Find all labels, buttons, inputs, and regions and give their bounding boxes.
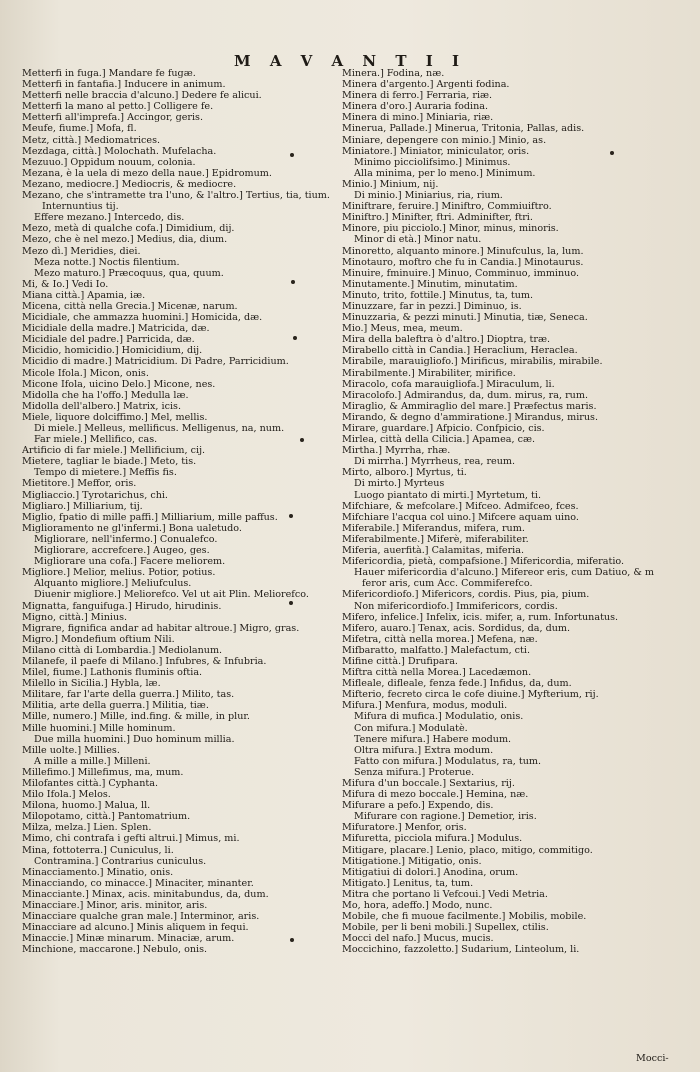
entry-line: Minacciare qualche gran male.] Interminor, aris. — [22, 911, 260, 923]
entry-line: Mifine città.] Drufipara. — [342, 655, 458, 667]
entry-line: Hauer mifericordia d'alcuno.] Mifereor eris, cum Datiuo, & m — [354, 567, 655, 579]
entry-line: Milello in Sicilia.] Hybla, læ. — [22, 678, 161, 690]
ink-speck — [290, 153, 294, 157]
entry-line: Migliorare una cofa.] Facere meliorem. — [34, 556, 226, 568]
entry-line: Mirabilmente.] Mirabiliter, mirifice. — [342, 367, 516, 379]
entry-line: Mifura di mufica.] Modulatio, onis. — [354, 711, 524, 723]
entry-line: Minacciamento.] Minatio, onis. — [22, 866, 174, 878]
entry-line: Con mifura.] Modulatè. — [354, 722, 468, 734]
entry-line: Miferabile.] Miferandus, mifera, rum. — [342, 522, 525, 534]
entry-line: Minoretto, alquanto minore.] Minufculus, la, lum. — [342, 245, 584, 257]
entry-line: Moccichino, fazzoletto.] Sudarium, Linteolum, li. — [342, 944, 580, 956]
entry-line: Minera d'oro.] Auraria fodina. — [342, 101, 489, 113]
entry-line: Mifuratore.] Menfor, oris. — [342, 822, 467, 834]
entry-line: Minuzzare, far in pezzi.] Diminuo, is. — [342, 300, 522, 312]
entry-line: Mira della baleftra ò d'altro.] Dioptra, træ. — [342, 334, 551, 346]
entry-line: Minerua, Pallade.] Minerua, Tritonia, Pallas, adis. — [342, 123, 585, 135]
entry-line: Mezo dì.] Meridies, diei. — [22, 245, 141, 257]
entry-line: Metterfi in fuga.] Mandare fe fugæ. — [22, 68, 196, 79]
entry-line: Non mifericordiofo.] Immifericors, cordis. — [354, 600, 558, 612]
entry-line: Mifericordia, pietà, compafsione.] Mifericordia, miferatio. — [342, 556, 625, 568]
entry-line: Artificio di far miele.] Mellificium, cij. — [22, 445, 206, 457]
entry-line: Di minio.] Miniarius, ria, rium. — [354, 190, 503, 202]
entry-line: Mocci del nafo.] Mucus, mucis. — [342, 933, 494, 945]
entry-line: Migliore.] Melior, melius. Potior, potius. — [22, 567, 216, 579]
entry-line: Militare, far l'arte della guerra.] Milito, tas. — [22, 689, 235, 701]
entry-line: Minera di mino.] Miniaria, riæ. — [342, 112, 494, 124]
entry-line: Mezo, metà di qualche cofa.] Dimidium, dij. — [22, 223, 235, 235]
entry-line: Micidio, homicidio.] Homicidium, dij. — [22, 345, 203, 357]
entry-line: Mio.] Meus, mea, meum. — [342, 323, 463, 335]
entry-line: Diuenir migliore.] Meliorefco. Vel ut ait Plin. Meliorefco. — [34, 589, 309, 601]
entry-line: Micena, città nella Grecia.] Micenæ, narum. — [22, 300, 238, 312]
entry-line: Mille uolte.] Millies. — [22, 744, 120, 756]
entry-line: Micidio di madre.] Matricidium. Di Padre, Parricidium. — [22, 356, 289, 368]
entry-line: Milo Ifola.] Melos. — [22, 789, 111, 801]
entry-line: Mifleale, difleale, fenza fede.] Infidus, da, dum. — [342, 678, 572, 690]
ink-speck — [290, 938, 294, 942]
running-header: M A V A N T I I — [234, 52, 466, 70]
entry-line: Mimo, chi contrafa i gefti altrui.] Mimus, mi. — [22, 833, 240, 845]
entry-line: Tempo di mietere.] Meffis fis. — [34, 467, 177, 479]
entry-line: Miglio, fpatio di mille paffi.] Milliarium, mille paffus. — [22, 511, 278, 523]
entry-line: Metterfi la mano al petto.] Colligere fe. — [22, 101, 214, 113]
entry-line: Migliaccio.] Tyrotarichus, chi. — [22, 489, 168, 501]
entry-line: Millefimo.] Millefimus, ma, mum. — [22, 766, 184, 778]
entry-line: Mietere, tagliar le biade.] Meto, tis. — [22, 456, 197, 468]
entry-line: Minuzzaria, & pezzi minuti.] Minutia, tiæ, Seneca. — [342, 312, 588, 324]
entry-line: Mezuuo.] Oppidum nouum, colonia. — [22, 156, 196, 168]
entry-line: Mirto, alboro.] Myrtus, ti. — [342, 467, 467, 479]
entry-line: Fatto con mifura.] Modulatus, ra, tum. — [354, 755, 542, 767]
entry-line: Mirare, guardare.] Afpicio. Confpicio, cis. — [342, 423, 545, 434]
entry-line: Mitigatione.] Mitigatio, onis. — [342, 855, 482, 867]
right-column — [342, 68, 680, 956]
entry-line: Micole Ifola.] Micon, onis. — [22, 367, 149, 379]
catchword: Mocci- — [636, 1053, 669, 1064]
entry-line: Meza notte.] Noctis filentium. — [34, 256, 180, 268]
entry-line: Miana città.] Apamia, iæ. — [22, 289, 146, 301]
entry-line: Miglioramento ne gl'infermi.] Bona ualetudo. — [22, 522, 242, 534]
ink-speck — [300, 438, 304, 442]
entry-line: Micidiale della madre.] Matricida, dæ. — [22, 323, 210, 335]
entry-line: Minio.] Minium, nij. — [342, 178, 439, 190]
entry-line: Mirabello città in Candia.] Heraclium, Heraclea. — [342, 345, 578, 357]
entry-line: Senza mifura.] Proterue. — [354, 766, 475, 778]
entry-line: Di mirrha.] Myrrheus, rea, reum. — [354, 456, 516, 468]
entry-line: Miniftrare, feruire.] Miniftro, Commiuiftro. — [342, 201, 552, 213]
entry-line: Micone Ifola, uicino Delo.] Micone, nes. — [22, 378, 216, 390]
entry-line: Miftra città nella Morea.] Lacedæmon. — [342, 667, 532, 679]
entry-line: Micidiale del padre.] Parricida, dæ. — [22, 334, 195, 346]
entry-line: Mifero, auaro.] Tenax, acis. Sordidus, da, dum. — [342, 622, 571, 634]
entry-line: Mignatta, fanguifuga.] Hirudo, hirudinis. — [22, 600, 222, 612]
entry-line: Due milla huomini.] Duo hominum millia. — [34, 733, 235, 745]
entry-line: Mille, numero.] Mille, ind.fing. & mille, in plur. — [22, 711, 250, 723]
entry-line: Milanefe, il paefe di Milano.] Infubres, & Infubria. — [22, 655, 267, 667]
entry-line: Miracolo, cofa marauigliofa.] Miraculum, li. — [342, 378, 555, 390]
ink-speck — [610, 151, 614, 155]
entry-line: Mezano, che s'intramette tra l'uno, & l'altro.] Tertius, tia, tium. — [22, 190, 330, 202]
entry-line: Migliaro.] Milliarium, tij. — [22, 500, 143, 512]
entry-line: Minera di ferro.] Ferraria, riæ. — [342, 90, 493, 102]
entry-line: Mirabile, marauigliofo.] Mirificus, mirabilis, mirabile. — [342, 356, 603, 368]
ink-speck — [289, 514, 293, 518]
entry-line: Mifura di mezo boccale.] Hemina, næ. — [342, 789, 529, 801]
entry-line: Miniftro.] Minifter, ftri. Adminifter, ftri. — [342, 212, 533, 224]
entry-line: Miracolofo.] Admirandus, da, dum. mirus, ra, rum. — [342, 389, 588, 401]
ink-speck — [289, 601, 293, 605]
entry-line: Metterfi in fantafia.] Inducere in animum. — [22, 79, 226, 91]
entry-line: Minuto, trito, fottile.] Minutus, ta, tum. — [342, 289, 534, 301]
entry-line: Mitigatiui di dolori.] Anodina, orum. — [342, 866, 519, 878]
entry-line: Milopotamo, città.] Pantomatrium. — [22, 811, 191, 823]
entry-line: Migliorare, nell'infermo.] Conualefco. — [34, 533, 218, 545]
entry-line: Minacciante.] Minax, acis. minitabundus, da, dum. — [22, 888, 269, 900]
entry-line: Di miele.] Melleus, mellificus. Melligenus, na, num. — [34, 423, 285, 434]
entry-line: Mezdaga, città.] Molochath. Mufelacha. — [22, 145, 217, 157]
entry-line: Milano città di Lombardia.] Mediolanum. — [22, 644, 223, 656]
entry-line: Migliorare, accrefcere.] Augeo, ges. — [34, 545, 210, 557]
entry-line: Far miele.] Mellifico, cas. — [34, 434, 158, 446]
entry-line: Micidiale, che ammazza huomini.] Homicida, dæ. — [22, 312, 263, 324]
entry-line: Alla minima, per lo meno.] Minimum. — [354, 167, 536, 179]
entry-line: Minacciare.] Minor, aris. minitor, aris. — [22, 900, 208, 912]
entry-line: Mobile, che fi muoue facilmente.] Mobilis, mobile. — [342, 911, 587, 923]
entry-line: Mirlea, città della Cilicia.] Apamea, cæ. — [342, 434, 536, 446]
entry-line: Mifchiare l'acqua col uino.] Mifcere aquam uino. — [342, 511, 579, 523]
entry-line: Miele, liquore dolciffimo.] Mel, mellis. — [22, 411, 208, 423]
entry-line: feror aris, cum Acc. Commiferefco. — [362, 578, 533, 590]
entry-line: Mifurare a pefo.] Expendo, dis. — [342, 800, 494, 812]
entry-line: Luogo piantato di mirti.] Myrtetum, ti. — [354, 489, 541, 501]
entry-line: Minaccie.] Minæ minarum. Minaciæ, arum. — [22, 933, 235, 945]
entry-line: Migno, città.] Minius. — [22, 611, 128, 623]
entry-line: Mina, fottoterra.] Cuniculus, li. — [22, 844, 174, 856]
entry-line: Miferabilmente.] Miferè, miferabiliter. — [342, 533, 529, 545]
entry-line: Mietitore.] Meffor, oris. — [22, 478, 137, 490]
entry-line: Minuire, fminuire.] Minuo, Comminuo, imminuo. — [342, 267, 580, 279]
entry-line: Migrare, fignifica andar ad habitar altroue.] Migro, gras. — [22, 622, 300, 634]
entry-line: Minera d'argento.] Argenti fodina. — [342, 79, 510, 91]
entry-line: Effere mezano.] Intercedo, dis. — [34, 212, 185, 224]
entry-line: Metterfi nelle braccia d'alcuno.] Dedere fe alicui. — [22, 90, 262, 102]
entry-line: Mifterio, fecreto circa le cofe diuine.] Myfterium, rij. — [342, 689, 599, 701]
entry-line: Contramina.] Contrarius cuniculus. — [34, 855, 207, 867]
entry-line: Miniare, depengere con minio.] Minio, as. — [342, 134, 547, 146]
entry-line: Mifbaratto, malfatto.] Malefactum, cti. — [342, 644, 531, 656]
entry-line: Midolla che ha l'offo.] Medulla læ. — [22, 389, 189, 401]
entry-line: Milel, fiume.] Lathonis fluminis oftia. — [22, 667, 203, 679]
entry-line: Minera.] Fodina, næ. — [342, 68, 445, 79]
entry-line: Midolla dell'albero.] Matrix, icis. — [22, 400, 181, 412]
ink-speck — [293, 336, 297, 340]
entry-line: Mifchiare, & mefcolare.] Mifceo. Admifceo, fces. — [342, 500, 579, 512]
entry-line: Miniatore.] Miniator, miniculator, oris. — [342, 145, 530, 157]
entry-line: Mobile, per li beni mobili.] Supellex, ctilis. — [342, 922, 549, 934]
entry-line: Metz, città.] Mediomatrices. — [22, 134, 161, 146]
entry-line: Milza, melza.] Lien. Splen. — [22, 822, 152, 834]
entry-line: A mille a mille.] Milleni. — [34, 755, 151, 767]
entry-line: Mirando, & degno d'ammiratione.] Mirandus, mirus. — [342, 411, 599, 423]
entry-line: Mifura d'un boccale.] Sextarius, rij. — [342, 778, 515, 789]
entry-line: Mezo maturo.] Præcoquus, qua, quum. — [34, 267, 224, 279]
entry-line: Mifericordiofo.] Mifericors, cordis. Pius, pia, pium. — [342, 589, 590, 601]
entry-line: Mifurare con ragione.] Demetior, iris. — [354, 811, 537, 823]
entry-line: Minacciando, co minacce.] Minaciter, minanter. — [22, 877, 254, 889]
entry-line: Minchione, maccarone.] Nebulo, onis. — [22, 944, 208, 956]
entry-line: Minore, piu picciolo.] Minor, minus, minoris. — [342, 223, 559, 235]
entry-line: Mitigato.] Lenitus, ta, tum. — [342, 877, 474, 889]
entry-line: Milofantes città.] Cyphanta. — [22, 778, 159, 789]
entry-line: Militia, arte della guerra.] Militia, tiæ. — [22, 700, 209, 712]
entry-line: Metterfi all'imprefa.] Accingor, geris. — [22, 112, 204, 124]
entry-line: Mifero, infelice.] Infelix, icis. mifer, a, rum. Infortunatus. — [342, 611, 619, 623]
entry-line: Mifetra, città nella morea.] Mefena, næ. — [342, 633, 538, 645]
entry-line: Mezo, che è nel mezo.] Medius, dia, dium. — [22, 234, 228, 246]
entry-line: Miferia, auerfità.] Calamitas, miferia. — [342, 545, 525, 557]
entry-line: Internuntius tij. — [42, 201, 119, 213]
entry-line: Meufe, fiume.] Mofa, fl. — [22, 123, 137, 135]
entry-line: Minutamente.] Minutim, minutatim. — [342, 278, 518, 290]
entry-line: Mo, hora, adeffo.] Modo, nunc. — [342, 900, 493, 912]
entry-line: Mezano, mediocre.] Mediocris, & mediocre. — [22, 178, 237, 190]
entry-line: Mezana, è la uela di mezo della naue.] Epidromum. — [22, 167, 272, 179]
entry-line: Mille huomini.] Mille hominum. — [22, 722, 176, 734]
entry-line: Oltra mifura.] Extra modum. — [354, 744, 494, 756]
entry-line: Minacciare ad alcuno.] Minis aliquem in fequi. — [22, 922, 249, 934]
entry-line: Minor di età.] Minor natu. — [354, 234, 482, 246]
left-column — [22, 68, 340, 956]
entry-line: Minimo picciolifsimo.] Minimus. — [354, 156, 511, 168]
entry-line: Di mirto.] Myrteus — [354, 478, 445, 490]
entry-line: Mitra che portano li Vefcoui.] Vedi Metria. — [342, 888, 548, 900]
entry-line: Migro.] Mondefium oftium Nili. — [22, 633, 175, 645]
ink-speck — [291, 280, 295, 284]
entry-line: Mirtha.] Myrrha, rhæ. — [342, 445, 451, 457]
entry-line: Miraglio, & Ammiraglio del mare.] Præfectus maris. — [342, 400, 597, 412]
entry-line: Mifura.] Menfura, modus, moduli. — [342, 700, 508, 712]
entry-line: Mi, & Io.] Vedi Io. — [22, 278, 109, 290]
entry-line: Alquanto migliore.] Meliufculus. — [34, 578, 192, 590]
entry-line: Minotauro, moftro che fu in Candia.] Minotaurus. — [342, 256, 584, 268]
entry-line: Mifuretta, picciola mifura.] Modulus. — [342, 833, 523, 845]
entry-line: Milona, huomo.] Malua, ll. — [22, 800, 151, 812]
entry-line: Mitigare, placare.] Lenio, placo, mitigo, commitigo. — [342, 844, 593, 856]
entry-line: Tenere mifura.] Habere modum. — [354, 733, 512, 745]
